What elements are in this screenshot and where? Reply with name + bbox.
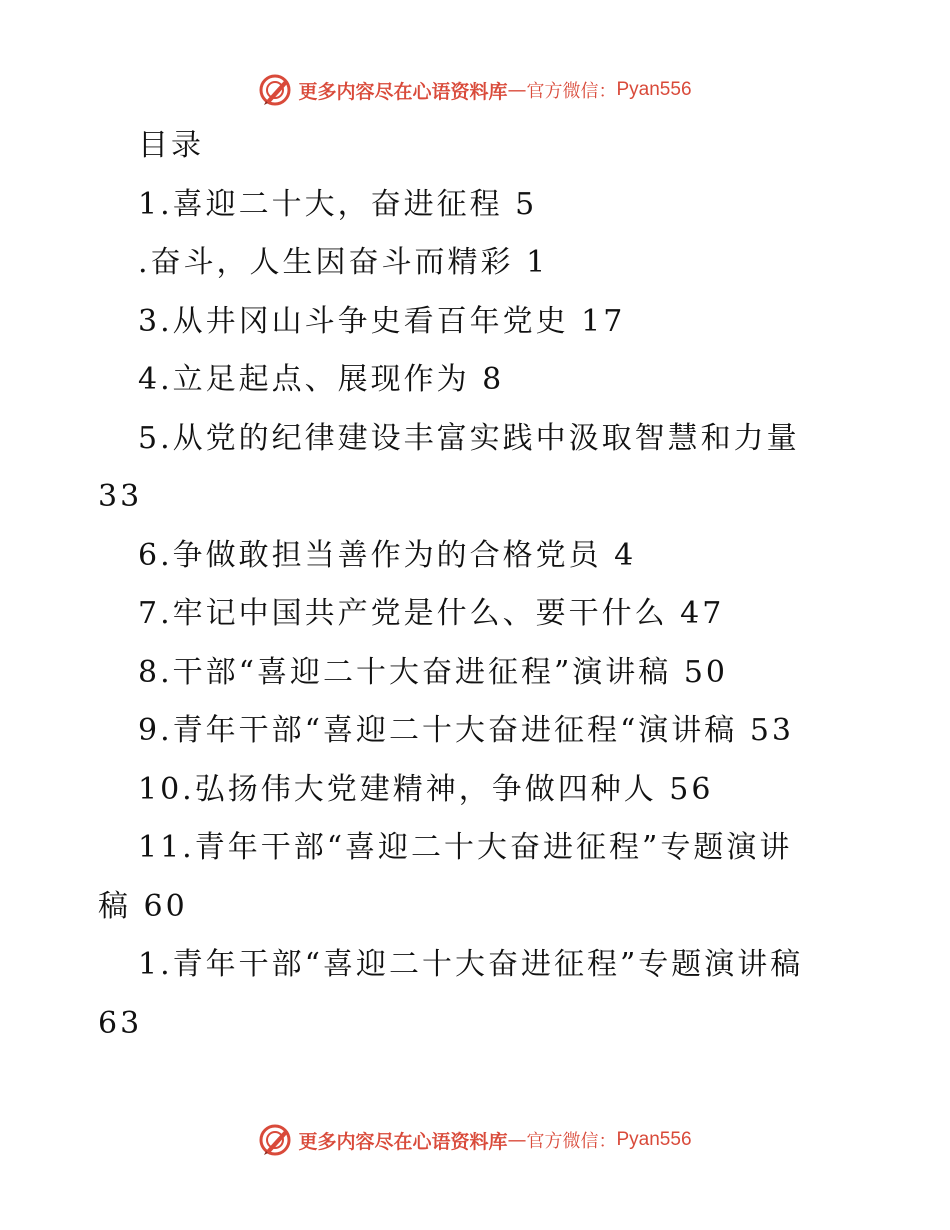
toc-item: 8.干部“喜迎二十大奋进征程”演讲稿 50 [138, 655, 729, 690]
toc-item: 3.从井冈山斗争史看百年党史 17 [138, 304, 626, 339]
watermark-separator: — [507, 79, 527, 101]
toc-item-continued: 63 [98, 1006, 143, 1041]
toc-item: 1.青年干部“喜迎二十大奋进征程”专题演讲稿 [138, 947, 804, 982]
toc-item: 4.立足起点、展现作为 8 [138, 362, 505, 397]
toc-item: 5.从党的纪律建设丰富实践中汲取智慧和力量 [138, 421, 800, 456]
watermark-site-text: 更多内容尽在心语资料库 [298, 80, 508, 103]
watermark-separator: — [507, 1129, 527, 1151]
watermark-wechat-id: Pyan556 [616, 1129, 692, 1150]
watermark-official-label: 官方微信： [526, 1131, 617, 1152]
toc-item: 11.青年干部“喜迎二十大奋进征程”专题演讲 [138, 830, 793, 865]
watermark-official-label: 官方微信： [526, 81, 617, 102]
pen-logo-icon [258, 73, 292, 107]
toc-item: 9.青年干部“喜迎二十大奋进征程“演讲稿 53 [138, 713, 795, 748]
watermark-site-text: 更多内容尽在心语资料库 [298, 1130, 508, 1153]
toc-heading: 目录 [138, 128, 204, 163]
watermark-wechat-id: Pyan556 [616, 79, 692, 100]
toc-item: 10.弘扬伟大党建精神，争做四种人 56 [138, 772, 714, 807]
toc-item-continued: 33 [98, 479, 143, 514]
toc-item: 7.牢记中国共产党是什么、要干什么 47 [138, 596, 725, 631]
toc-item: .奋斗，人生因奋斗而精彩 1 [138, 245, 549, 280]
toc-item-continued: 稿 60 [98, 889, 188, 924]
pen-logo-icon [258, 1123, 292, 1157]
footer-watermark [0, 1120, 950, 1160]
toc-item: 1.喜迎二十大，奋进征程 5 [138, 187, 538, 222]
header-watermark [0, 70, 950, 110]
toc-item: 6.争做敢担当善作为的合格党员 4 [138, 538, 637, 573]
